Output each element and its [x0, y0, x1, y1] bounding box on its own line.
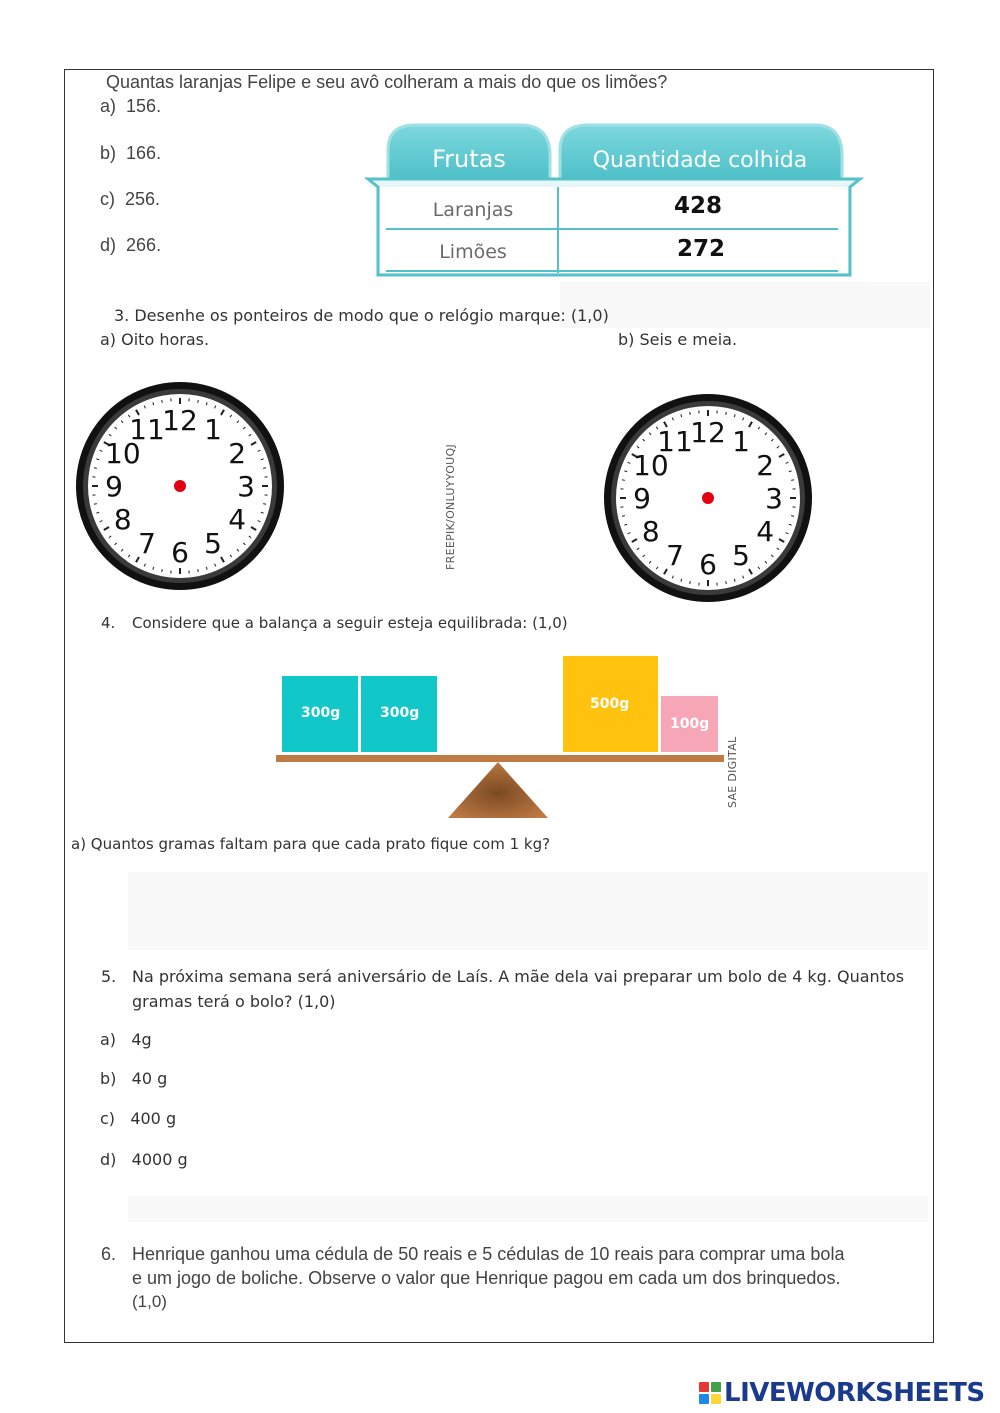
- q4-title: Considere que a balança a seguir esteja equilibrada: (1,0): [132, 614, 568, 632]
- option-text: 166.: [126, 143, 162, 163]
- clock-tick: [726, 412, 727, 415]
- option-letter: d): [100, 235, 117, 255]
- weight-block-300g-2: [361, 676, 437, 752]
- q3-image-credit: FREEPIK/ONLUYYOUQJ: [444, 443, 457, 570]
- option-letter: b): [100, 143, 117, 163]
- option-text: 256.: [125, 189, 161, 209]
- weight-label: 300g: [301, 705, 341, 721]
- clock-number: 12: [162, 404, 198, 437]
- option-text: 40 g: [131, 1069, 168, 1088]
- weight-block-100g: [661, 696, 718, 752]
- clock-number: 5: [732, 539, 750, 573]
- q2-option-b[interactable]: [100, 143, 161, 164]
- clock-center-dot: [702, 492, 714, 504]
- q3-title: 3. Desenhe os ponteiros de modo que o relógio marque: (1,0): [114, 306, 609, 325]
- clock-number: 4: [228, 503, 247, 536]
- balance-beam: [276, 755, 724, 762]
- clock-tick: [263, 504, 266, 505]
- clock-number: 10: [105, 437, 141, 470]
- clock-number: 11: [657, 424, 693, 458]
- clock-number: 10: [633, 449, 669, 482]
- answer-box-faint: [128, 1196, 928, 1222]
- q4-image-credit: SAE DIGITAL: [726, 736, 739, 808]
- header-fruits: Frutas: [432, 145, 506, 173]
- liveworksheets-logo-text: LIVEWORKSHEETS: [724, 1378, 985, 1408]
- clock-tick: [198, 569, 199, 572]
- q6-line1: Henrique ganhou uma cédula de 50 reais e 5 cédulas de 10 reais para comprar uma bola: [132, 1244, 845, 1264]
- clock-tick: [94, 468, 97, 469]
- weight-label: 300g: [380, 705, 420, 721]
- clock-tick: [94, 504, 97, 505]
- q4-answer-box[interactable]: [128, 872, 928, 950]
- option-letter: d): [100, 1150, 117, 1169]
- q4-number: 4.: [101, 614, 116, 632]
- option-letter: b): [100, 1069, 117, 1088]
- clock-number: 5: [204, 527, 222, 561]
- option-text: 4000 g: [131, 1150, 188, 1169]
- liveworksheets-logo-icon: [698, 1381, 722, 1405]
- q6-line3: (1,0): [132, 1292, 167, 1311]
- q5-line2: gramas terá o bolo? (1,0): [132, 992, 336, 1011]
- clock-tick: [690, 412, 691, 415]
- q2-option-a[interactable]: [100, 96, 161, 117]
- row-qty-limoes: 272: [676, 236, 726, 262]
- clock-number: 1: [204, 412, 222, 446]
- option-letter: c): [100, 1109, 116, 1128]
- clock-number: 2: [756, 449, 775, 482]
- q5-number: 5.: [101, 967, 117, 986]
- q5-option-a[interactable]: [100, 1030, 152, 1049]
- weight-block-500g: [563, 656, 658, 752]
- clock-tick: [791, 516, 794, 517]
- clock-tick: [162, 569, 163, 572]
- q3-item-a: a) Oito horas.: [100, 330, 210, 349]
- row-qty-laranjas: 428: [673, 193, 723, 219]
- clock-number: 3: [237, 470, 255, 503]
- q3-item-b: b) Seis e meia.: [618, 330, 738, 349]
- clock-b[interactable]: [598, 390, 818, 610]
- clock-number: 7: [138, 527, 156, 561]
- clock-tick: [263, 468, 266, 469]
- clock-tick: [690, 581, 691, 584]
- clock-number: 1: [732, 424, 750, 458]
- balance-scale: [272, 752, 732, 822]
- header-qty: Quantidade colhida: [592, 148, 808, 173]
- q5-line1: Na próxima semana será aniversário de Laís. A mãe dela vai preparar um bolo de 4 kg. Quantos: [132, 967, 905, 986]
- clock-a[interactable]: [70, 378, 290, 598]
- clock-number: 7: [666, 539, 684, 573]
- clock-number: 8: [113, 503, 132, 536]
- option-letter: c): [100, 189, 115, 209]
- weight-label: 500g: [590, 696, 630, 712]
- q4-subquestion-a: a) Quantos gramas faltam para que cada prato fique com 1 kg?: [71, 835, 551, 853]
- weight-block-300g-1: [282, 676, 358, 752]
- clock-tick: [726, 581, 727, 584]
- option-text: 400 g: [130, 1109, 177, 1128]
- q5-option-d[interactable]: [100, 1150, 188, 1169]
- clock-tick: [791, 480, 794, 481]
- q5-option-c[interactable]: [100, 1109, 176, 1128]
- option-text: 156.: [126, 96, 162, 116]
- weight-label: 100g: [670, 716, 710, 732]
- clock-number: 6: [699, 548, 717, 581]
- answer-box-faint: [560, 282, 930, 328]
- q6-number: 6.: [101, 1244, 117, 1264]
- row-fruit-laranjas: Laranjas: [432, 199, 514, 221]
- clock-number: 9: [105, 470, 123, 503]
- clock-number: 12: [690, 416, 726, 449]
- option-letter: a): [100, 96, 117, 116]
- clock-number: 4: [756, 515, 775, 548]
- clock-tick: [622, 516, 625, 517]
- q2-question: Quantas laranjas Felipe e seu avô colheram a mais do que os limões?: [106, 72, 668, 92]
- option-letter: a): [100, 1030, 117, 1049]
- clock-tick: [622, 480, 625, 481]
- clock-number: 2: [228, 437, 247, 470]
- fruit-table: [360, 115, 865, 280]
- option-text: 266.: [126, 235, 162, 255]
- q5-option-b[interactable]: [100, 1069, 167, 1088]
- clock-number: 9: [633, 482, 651, 515]
- option-text: 4g: [131, 1030, 152, 1049]
- liveworksheets-logo[interactable]: [698, 1378, 985, 1408]
- q6-line2: e um jogo de boliche. Observe o valor que Henrique pagou em cada um dos brinquedos.: [132, 1268, 841, 1288]
- clock-number: 8: [641, 515, 660, 548]
- clock-center-dot: [174, 480, 186, 492]
- clock-number: 11: [129, 412, 165, 446]
- clock-number: 3: [765, 482, 783, 515]
- q2-option-d[interactable]: [100, 235, 161, 256]
- balance-fulcrum: [448, 762, 548, 818]
- clock-tick: [162, 400, 163, 403]
- row-fruit-limoes: Limões: [439, 241, 507, 263]
- clock-number: 6: [171, 536, 189, 569]
- q2-option-c[interactable]: [100, 189, 160, 210]
- clock-tick: [198, 400, 199, 403]
